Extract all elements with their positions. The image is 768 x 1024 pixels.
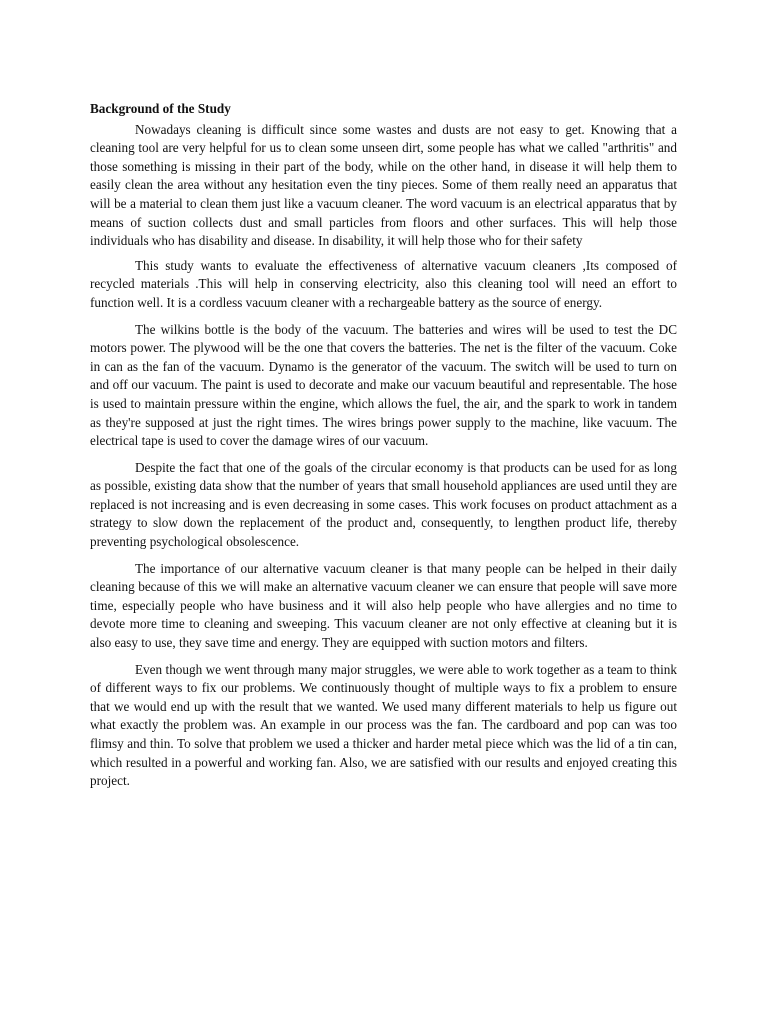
section-heading: Background of the Study (90, 101, 231, 116)
paragraph-introduction: Nowadays cleaning is difficult since some wastes and dusts are not easy to get. Knowing that a cleaning tool are very helpful for us to clean some unseen dirt, some people has what we called "arthritis" and those something is missing in their part of the body, while on the other hand, in disease it will help them to easily clean the area without any hesitation even the tiny pieces. Some of them really need an apparatus that will be a material to clean them just like a vacuum cleaner. The word vacuum is an electrical apparatus that by means of suction collects dust and small particles from floors and other surfaces. This will help those individuals who has disability and disease. In disability, it will help those who for their safety (90, 121, 677, 249)
document-page (90, 100, 677, 799)
paragraph-circular-economy: Despite the fact that one of the goals of the circular economy is that products can be used for as long as possible, existing data show that the number of years that small household appliances are used until they are replaced is not increasing and is even decreasing in some cases. This work focuses on product attachment as a strategy to slow down the replacement of the product and, consequently, to lengthen product life, thereby preventing psychological obsolescence. (90, 459, 677, 550)
paragraph-struggles: Even though we went through many major struggles, we were able to work together as a team to think of different ways to fix our problems. We continuously thought of multiple ways to fix a problem to ensure that we would end up with the result that we wanted. We used many different materials to help us figure out what exactly the problem was. An example in our process was the fan. The cardboard and pop can was too flimsy and thin. To solve that problem we used a thicker and harder metal piece which was the lid of a tin can, which resulted in a powerful and working fan. Also, we are satisfied with our results and enjoyed creating this project. (90, 661, 677, 789)
paragraph-importance: The importance of our alternative vacuum cleaner is that many people can be helped in their daily cleaning because of this we will make an alternative vacuum cleaner we can ensure that people will save more time, especially people who have business and it will also help people who have allergies and no time to devote more time to cleaning and sweeping. This vacuum cleaner are not only effective at cleaning but it is also easy to use, they save time and energy. They are equipped with suction motors and filters. (90, 560, 677, 651)
paragraph-materials: The wilkins bottle is the body of the vacuum. The batteries and wires will be used to test the DC motors power. The plywood will be the one that covers the batteries. The net is the filter of the vacuum. Coke in can as the fan of the vacuum. Dynamo is the generator of the vacuum. The switch will be used to turn on and off our vacuum. The paint is used to decorate and make our vacuum beautiful and representable. The hose is used to maintain pressure within the engine, which allows the fuel, the air, and the spark to work in tandem as they're supposed at just the right times. The wires brings power supply to the machine, like vacuum. The electrical tape is used to cover the damage wires of our vacuum. (90, 321, 677, 449)
paragraph-study-purpose: This study wants to evaluate the effectiveness of alternative vacuum cleaners ,Its composed of recycled materials .This will help in conserving electricity, also this cleaning tool will need an effort to function well. It is a cordless vacuum cleaner with a rechargeable battery as the source of energy. (90, 257, 677, 310)
